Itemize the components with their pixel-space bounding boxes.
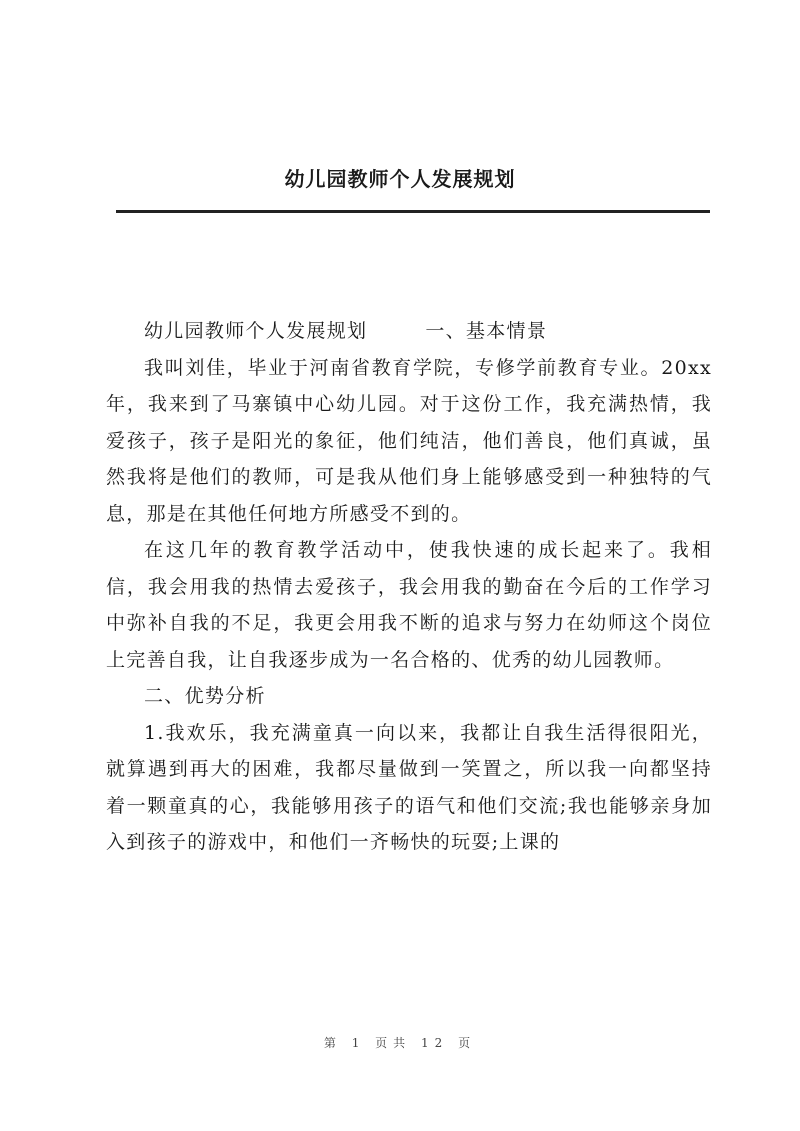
document-body [106,313,712,861]
page-number-footer: 第 1 页共 12 页 [323,1036,477,1050]
document-title: 幼儿园教师个人发展规划 [284,167,516,191]
paragraph: 我叫刘佳，毕业于河南省教育学院，专修学前教育专业。20xx年，我来到了马寨镇中心幼儿园。对于这份工作，我充满热情，我爱孩子，孩子是阳光的象征，他们纯洁，他们善良，他们真诚，虽然我将是他们的教师，可是我从他们身上能够感受到一种独特的气息，那是在其他任何地方所感受不到的。 [106,356,712,525]
paragraph: 1.我欢乐，我充满童真一向以来，我都让自我生活得很阳光，就算遇到再大的困难，我都尽量做到一笑置之，所以我一向都坚持着一颗童真的心，我能够用孩子的语气和他们交流;我也能够亲身加入到孩子的游戏中，和他们一齐畅快的玩耍;上课的 [106,721,712,853]
intro-line [106,313,712,350]
inline-heading: 幼儿园教师个人发展规划 [144,320,368,342]
section-heading-advantages: 二、优势分析 [144,685,266,707]
title-underline [116,210,710,213]
section-heading-basic: 一、基本情景 [425,320,548,342]
paragraph: 在这几年的教育教学活动中，使我快速的成长起来了。我相信，我会用我的热情去爱孩子，我会用我的勤奋在今后的工作学习中弥补自我的不足，我更会用我不断的追求与努力在幼师这个岗位上完善自我，让自我逐步成为一名合格的、优秀的幼儿园教师。 [106,539,712,671]
